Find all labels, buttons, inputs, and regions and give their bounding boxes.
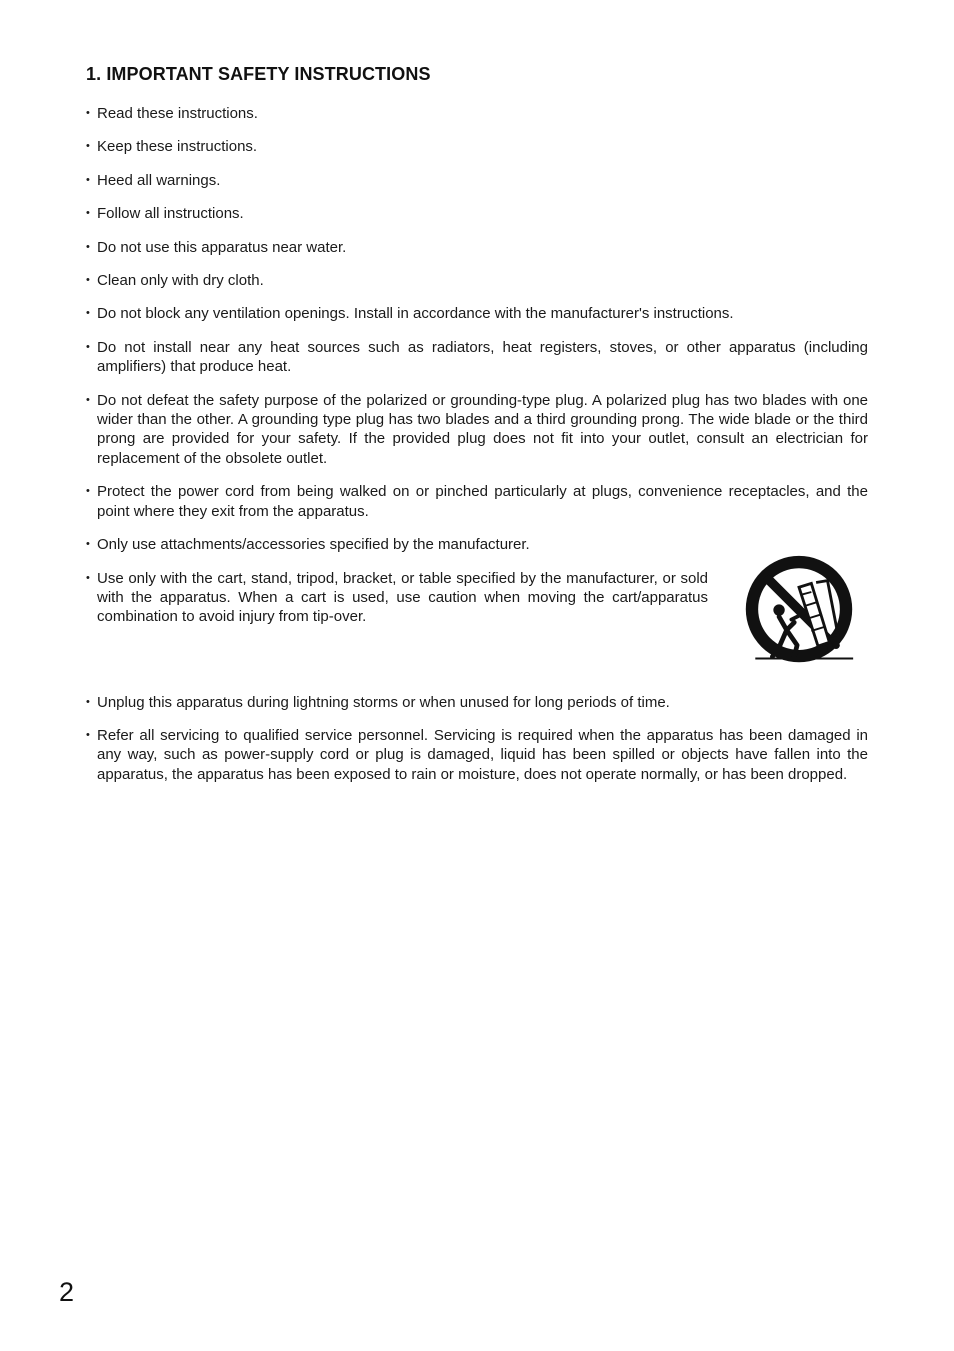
instruction-read: • Read these instructions. [86, 104, 868, 123]
instruction-follow: • Follow all instructions. [86, 204, 868, 223]
page-number: 2 [59, 1277, 75, 1307]
instruction-water: • Do not use this apparatus near water. [86, 238, 868, 257]
instruction-keep: • Keep these instructions. [86, 137, 868, 156]
safety-instructions-list [86, 104, 868, 798]
instruction-cart [86, 569, 868, 668]
instruction-polarized-plug: • Do not defeat the safety purpose of the polarized or grounding-type plug. A polarized plug has two blades with one wider than the other. A grounding type plug has two blades and a third grounding prong. The wide blade or the third prong are provided for your safety. If the provided plug does not fit into your outlet, consult an electrician for replacement of the obsolete outlet. [86, 391, 868, 469]
instruction-ventilation: • Do not block any ventilation openings. Install in accordance with the manufacturer's instructions. [86, 304, 868, 323]
page-title: 1. IMPORTANT SAFETY INSTRUCTIONS [86, 64, 431, 84]
instruction-lightning: • Unplug this apparatus during lightning storms or when unused for long periods of time. [86, 693, 868, 712]
instruction-heat-sources: • Do not install near any heat sources such as radiators, heat registers, stoves, or other apparatus (including amplifiers) that produce heat. [86, 338, 868, 377]
instruction-cleaning: • Clean only with dry cloth. [86, 271, 868, 290]
instruction-cart-text: • Use only with the cart, stand, tripod, bracket, or table specified by the manufacturer, or sold with the apparatus. When a cart is used, use caution when moving the cart/apparatus combination to avoid injury from tip-over. [97, 569, 708, 626]
cart-tip-over-warning-icon [742, 554, 856, 668]
instruction-attachments: • Only use attachments/accessories specified by the manufacturer. [86, 535, 868, 554]
instruction-servicing: • Refer all servicing to qualified service personnel. Servicing is required when the apparatus has been damaged in any way, such as power-supply cord or plug is damaged, liquid has been spilled or objects have fallen into the apparatus, the apparatus has been exposed to rain or moisture, does not operate normally, or has been dropped. [86, 726, 868, 784]
instruction-heed-warnings: • Heed all warnings. [86, 171, 868, 190]
instruction-power-cord: • Protect the power cord from being walked on or pinched particularly at plugs, convenience receptacles, and the point where they exit from the apparatus. [86, 482, 868, 521]
